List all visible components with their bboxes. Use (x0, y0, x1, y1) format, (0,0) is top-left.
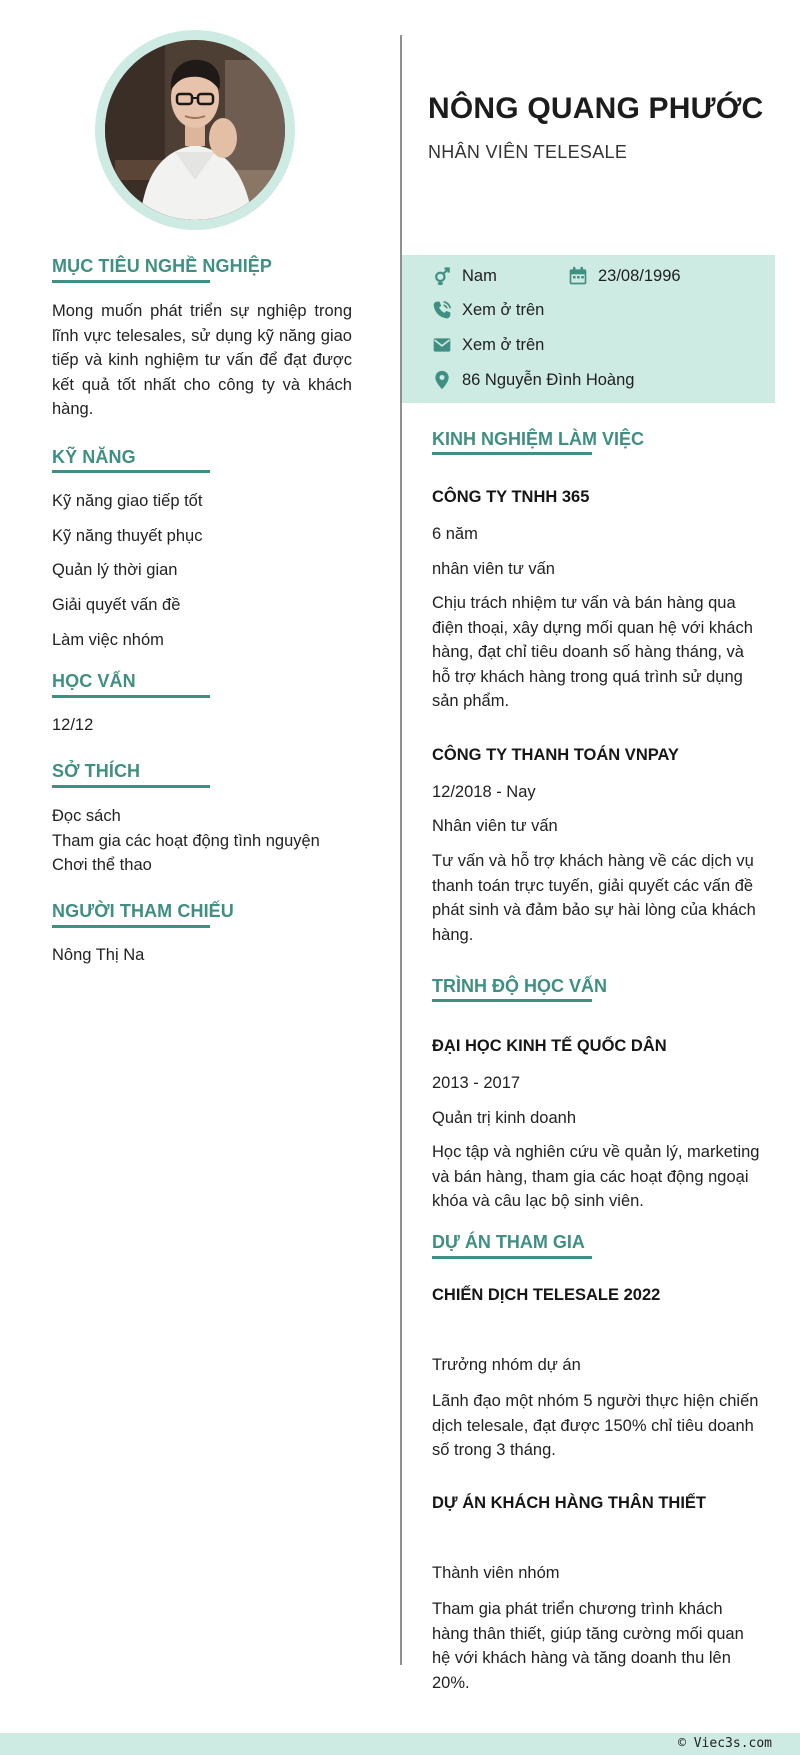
experience-company: CÔNG TY TNHH 365 (432, 488, 590, 506)
project-role: Thành viên nhóm (432, 1564, 560, 1582)
candidate-name: NÔNG QUANG PHƯỚC (428, 92, 764, 125)
education-title: TRÌNH ĐỘ HỌC VẤN (432, 976, 607, 996)
objective-text: Mong muốn phát triển sự nghiệp trong lĩnh vực telesales, sử dụng kỹ năng giao tiếp và kinh nghiệm tư vấn để đạt được kết quả tốt nhất cho công ty và khách hàng. (52, 302, 352, 418)
projects-underline (432, 1256, 592, 1259)
gender-value: Nam (462, 266, 497, 285)
project-description: Lãnh đạo một nhóm 5 người thực hiện chiến dịch telesale, đạt được 150% chỉ tiêu doanh số trong 3 tháng. (432, 1392, 759, 1459)
project-role: Trưởng nhóm dự án (432, 1356, 581, 1374)
experience-company: CÔNG TY THANH TOÁN VNPAY (432, 746, 679, 764)
experience-underline (432, 452, 592, 455)
experience-period: 6 năm (432, 525, 478, 543)
hobbies-title: SỞ THÍCH (52, 761, 141, 781)
hobby-item: Tham gia các hoạt động tình nguyện (52, 831, 320, 850)
education-left-value: 12/12 (52, 716, 94, 734)
footer-credit: © Viec3s.com (678, 1736, 772, 1751)
project-name: DỰ ÁN KHÁCH HÀNG THÂN THIẾT (432, 1494, 707, 1512)
skill-item: Kỹ năng giao tiếp tốt (52, 492, 203, 510)
address-value: 86 Nguyễn Đình Hoàng (462, 370, 635, 389)
hobby-item: Đọc sách (52, 807, 121, 825)
phone-value: Xem ở trên (462, 300, 545, 319)
project-name: CHIẾN DỊCH TELESALE 2022 (432, 1286, 661, 1304)
footer-bar (0, 1733, 800, 1755)
education-school: ĐẠI HỌC KINH TẾ QUỐC DÂN (432, 1037, 667, 1055)
phone-icon (432, 300, 452, 320)
experience-period: 12/2018 - Nay (432, 783, 536, 801)
education-major: Quản trị kinh doanh (432, 1109, 577, 1127)
experience-title: KINH NGHIỆM LÀM VIỆC (432, 429, 645, 449)
hobbies-underline (52, 785, 210, 788)
hobby-item: Chơi thể thao (52, 856, 152, 874)
contact-address (432, 370, 634, 390)
references-underline (52, 925, 210, 928)
location-icon (432, 370, 452, 390)
experience-position: Nhân viên tư vấn (432, 817, 558, 835)
references-title: NGƯỜI THAM CHIẾU (52, 901, 234, 921)
contact-gender (432, 266, 497, 286)
experience-description: Chịu trách nhiệm tư vấn và bán hàng qua điện thoại, xây dựng mối quan hệ với khách hàng, đạt chỉ tiêu doanh số hàng tháng, và hỗ trợ khách hàng trong quá trình sử dụng sản phẩm. (432, 594, 753, 710)
birthday-value: 23/08/1996 (598, 266, 681, 285)
education-left-title: HỌC VẤN (52, 671, 136, 691)
skill-item: Làm việc nhóm (52, 631, 164, 649)
skills-underline (52, 470, 210, 473)
education-underline (432, 999, 592, 1002)
skill-item: Giải quyết vấn đề (52, 596, 181, 614)
skills-title: KỸ NĂNG (52, 447, 136, 467)
contact-birthday (568, 266, 681, 286)
objective-underline (52, 280, 210, 283)
candidate-role: NHÂN VIÊN TELESALE (428, 142, 628, 162)
education-left-underline (52, 695, 210, 698)
experience-description: Tư vấn và hỗ trợ khách hàng về các dịch vụ thanh toán trực tuyến, giải quyết các vấn đề phát sinh và đảm bảo sự hài lòng của khách hàng. (432, 852, 756, 944)
reference-name: Nông Thị Na (52, 946, 145, 964)
contact-phone (432, 300, 544, 320)
skill-item: Quản lý thời gian (52, 561, 178, 579)
hobbies-list (52, 804, 352, 878)
avatar (105, 40, 285, 220)
education-period: 2013 - 2017 (432, 1074, 521, 1092)
skill-item: Kỹ năng thuyết phục (52, 527, 203, 545)
avatar-frame (95, 30, 295, 230)
objective-title: MỤC TIÊU NGHỀ NGHIỆP (52, 256, 273, 276)
gender-icon (432, 266, 452, 286)
project-description: Tham gia phát triển chương trình khách hàng thân thiết, giúp tăng cường mối quan hệ với khách hàng và tăng doanh thu lên 20%. (432, 1600, 744, 1692)
experience-position: nhân viên tư vấn (432, 560, 555, 578)
projects-title: DỰ ÁN THAM GIA (432, 1232, 585, 1252)
email-value: Xem ở trên (462, 335, 545, 354)
calendar-icon (568, 266, 588, 286)
education-description: Học tập và nghiên cứu về quản lý, marketing và bán hàng, tham gia các hoạt động ngoại khóa và câu lạc bộ sinh viên. (432, 1143, 760, 1210)
contact-email (432, 335, 544, 355)
email-icon (432, 335, 452, 355)
avatar-photo (105, 40, 285, 220)
